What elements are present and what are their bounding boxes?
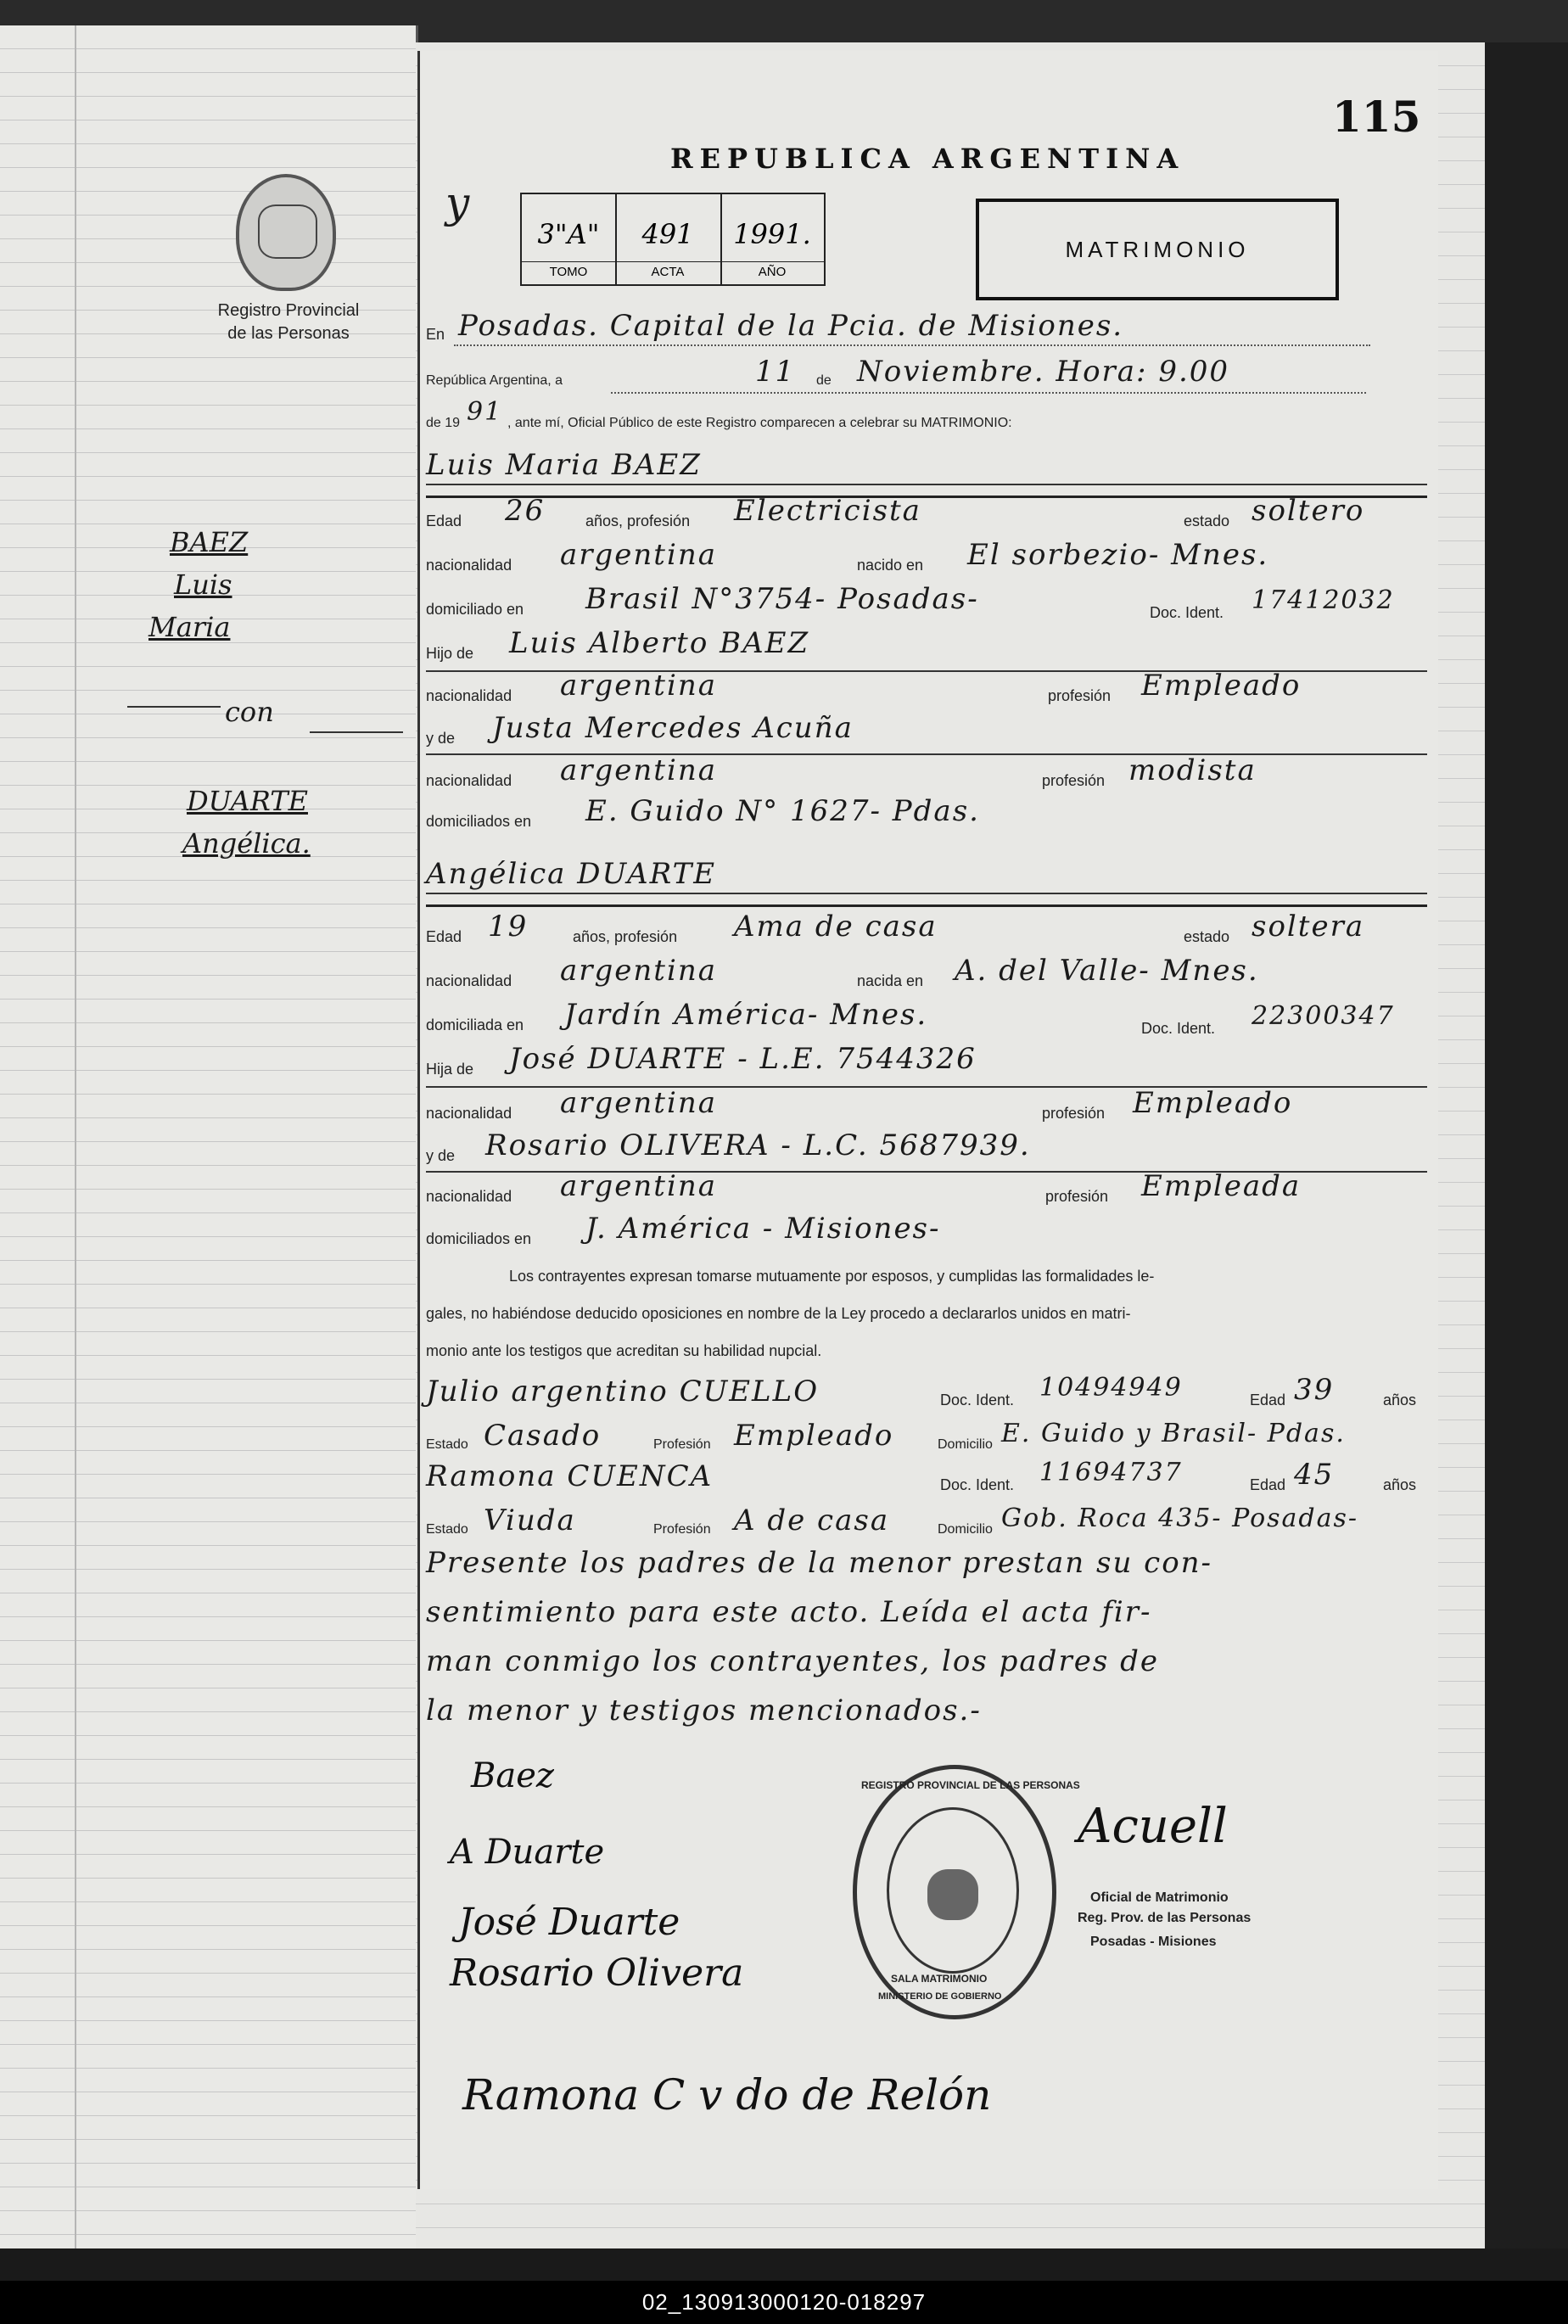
groom-nacido-label: nacido en: [857, 557, 924, 574]
month-time-value: Noviembre. Hora: 9.00: [857, 355, 1230, 389]
bride-nacida: A. del Valle- Mnes.: [955, 954, 1259, 988]
groom-edad: 26: [505, 494, 546, 528]
country-label: República Argentina, a: [426, 373, 563, 388]
bride-parents-dom: J. América - Misiones-: [585, 1212, 941, 1246]
margin-middle-groom: Maria: [148, 611, 231, 643]
registry-seal-icon: [236, 174, 336, 291]
groom-estado: soltero: [1252, 494, 1365, 528]
margin-rule-left: [127, 706, 221, 708]
groom-father-prof-label: profesión: [1048, 687, 1112, 704]
declaration-line1: Los contrayentes expresan tomarse mutuamente por esposos, y cumplidas las formalidades le-: [509, 1268, 1155, 1285]
acta-label: ACTA: [615, 261, 720, 279]
groom-y-de-label: y de: [426, 730, 456, 747]
place-rule: [454, 344, 1370, 346]
bride-parents-dom-label: domiciliados en: [426, 1230, 532, 1247]
groom-mother-prof: modista: [1128, 753, 1257, 787]
witness2-edad: 45: [1294, 1458, 1335, 1492]
ano-cell: [720, 194, 824, 284]
bride-name: Angélica DUARTE: [426, 857, 717, 891]
official-stamp-icon: [853, 1765, 1080, 2019]
tomo-value: 3"A": [537, 218, 600, 250]
bride-father: José DUARTE - L.E. 7544326: [509, 1042, 977, 1076]
bride-profesion: Ama de casa: [734, 910, 938, 944]
de-label: de: [816, 373, 832, 388]
officer-title1: Oficial de Matrimonio: [1090, 1890, 1229, 1905]
notes-line1: Presente los padres de la menor prestan su con-: [426, 1546, 1213, 1580]
bride-edad-label: Edad: [426, 928, 462, 945]
bride-name-rule: [426, 893, 1427, 894]
groom-nacionalidad: argentina: [560, 538, 718, 572]
footer-bar: [0, 2281, 1568, 2324]
witness2-estado-label: Estado: [426, 1522, 468, 1537]
groom-doc: 17412032: [1252, 585, 1395, 615]
witness2-domicilio-label: Domicilio: [938, 1522, 993, 1537]
witness1-domicilio-label: Domicilio: [938, 1437, 993, 1452]
officer-signature: Acuell: [1078, 1799, 1228, 1854]
year-prefix-label: de 19: [426, 416, 461, 430]
groom-signature: Baez: [471, 1756, 554, 1795]
witness2-doc-label: Doc. Ident.: [940, 1476, 1015, 1493]
acta-cell: [615, 194, 722, 284]
bride-edad: 19: [488, 910, 529, 944]
officer-title2: Reg. Prov. de las Personas: [1078, 1911, 1252, 1925]
groom-name: Luis Maria BAEZ: [426, 448, 702, 482]
page-fold: [75, 25, 76, 2248]
record-box: [520, 193, 826, 286]
date-rule: [611, 392, 1366, 394]
bride-father-nac: argentina: [560, 1086, 718, 1120]
groom-mother-nac-label: nacionalidad: [426, 772, 512, 789]
image-id-label: 02_130913000120-018297: [641, 2289, 927, 2315]
declaration-line2: gales, no habiéndose deducido oposiciones en nombre de la Ley procedo a declararlos unidos en matri-: [426, 1305, 1131, 1322]
witness2-anos-label: años: [1383, 1476, 1417, 1493]
groom-nacido: El sorbezio- Mnes.: [967, 538, 1269, 572]
witness1-doc: 10494949: [1039, 1373, 1183, 1403]
groom-anos-profesion-label: años, profesión: [585, 512, 691, 529]
groom-doc-label: Doc. Ident.: [1150, 604, 1224, 621]
bride-nacida-label: nacida en: [857, 972, 924, 989]
left-page: [0, 25, 418, 2248]
bride-domicilio: Jardín América- Mnes.: [564, 998, 928, 1032]
groom-mother-nac: argentina: [560, 753, 718, 787]
margin-name-groom: Luis: [174, 568, 232, 601]
bride-estado: soltera: [1252, 910, 1365, 944]
groom-mother: Justa Mercedes Acuña: [492, 711, 854, 745]
witness1-estado-label: Estado: [426, 1437, 468, 1452]
mother-signature: Rosario Olivera: [450, 1952, 744, 1995]
bride-section-rule: [426, 904, 1427, 907]
ano-value: 1991.: [733, 218, 811, 250]
bride-nacionalidad: argentina: [560, 954, 718, 988]
witness1-anos-label: años: [1383, 1392, 1417, 1408]
margin-surname-bride: DUARTE: [187, 785, 308, 817]
notes-line2: sentimiento para este acto. Leída el acta fir-: [426, 1595, 1152, 1629]
witnesses-signature: Ramona C v do de Relón: [462, 2070, 992, 2120]
bride-father-prof: Empleado: [1133, 1086, 1293, 1120]
tomo-cell: [522, 194, 617, 284]
acta-value: 491: [641, 218, 694, 250]
witness2-doc: 11694737: [1039, 1458, 1183, 1487]
witness2-profesion-label: Profesión: [653, 1522, 711, 1537]
groom-domicilio: Brasil N°3754- Posadas-: [585, 582, 979, 616]
bride-hija-label: Hija de: [426, 1061, 474, 1078]
groom-profesion: Electricista: [734, 494, 921, 528]
book-dark-edge: [1485, 42, 1568, 2248]
witness1-name: Julio argentino CUELLO: [426, 1375, 820, 1408]
groom-father: Luis Alberto BAEZ: [509, 626, 810, 660]
corner-mark: y: [445, 178, 472, 227]
witness2-domicilio: Gob. Roca 435- Posadas-: [1001, 1504, 1359, 1533]
bride-doc: 22300347: [1252, 1001, 1395, 1031]
margin-rule-right: [310, 731, 403, 733]
witness2-estado: Viuda: [484, 1504, 576, 1537]
witness1-domicilio: E. Guido y Brasil- Pdas.: [1001, 1419, 1346, 1448]
seal-inner: [258, 204, 317, 259]
registry-name-line1: Registro Provincial: [217, 301, 360, 320]
ano-label: AÑO: [720, 261, 824, 279]
groom-mother-prof-label: profesión: [1042, 772, 1106, 789]
bride-dom-label: domiciliada en: [426, 1016, 524, 1033]
witness2-edad-label: Edad: [1250, 1476, 1286, 1493]
act-type-box: [976, 199, 1339, 300]
bride-estado-label: estado: [1184, 928, 1230, 945]
witness1-estado: Casado: [484, 1419, 602, 1453]
witness1-doc-label: Doc. Ident.: [940, 1392, 1015, 1408]
margin-surname-groom: BAEZ: [170, 526, 249, 558]
stamp-ministry-text: MINISTERIO DE GOBIERNO: [878, 1991, 1002, 2002]
witness1-edad-label: Edad: [1250, 1392, 1286, 1408]
margin-connector: con: [225, 696, 274, 728]
stamp-inner-ring: [887, 1807, 1019, 1974]
bride-signature: A Duarte: [450, 1833, 605, 1872]
officer-city: Posadas - Misiones: [1090, 1935, 1217, 1949]
bride-mother-prof-label: profesión: [1045, 1188, 1109, 1205]
groom-parents-dom: E. Guido N° 1627- Pdas.: [585, 794, 980, 828]
stamp-outer-text: REGISTRO PROVINCIAL DE LAS PERSONAS: [861, 1779, 1080, 1791]
groom-dom-label: domiciliado en: [426, 601, 524, 618]
page-number: 115: [1332, 92, 1421, 142]
margin-name-bride: Angélica.: [182, 827, 311, 860]
groom-parents-dom-label: domiciliados en: [426, 813, 532, 830]
act-type-label: MATRIMONIO: [1065, 236, 1250, 262]
groom-estado-label: estado: [1184, 512, 1230, 529]
ante-text: , ante mí, Oficial Público de este Registro comparecen a celebrar su MATRIMONIO:: [507, 416, 1012, 430]
groom-father-prof: Empleado: [1141, 669, 1302, 703]
bride-mother: Rosario OLIVERA - L.C. 5687939.: [485, 1128, 1031, 1162]
groom-nac-label: nacionalidad: [426, 557, 512, 574]
bride-nac-label: nacionalidad: [426, 972, 512, 989]
witness1-edad: 39: [1294, 1373, 1335, 1407]
country-title: REPUBLICA ARGENTINA: [670, 143, 1185, 175]
stamp-emblem: [927, 1869, 978, 1920]
witness2-profesion: A de casa: [734, 1504, 890, 1537]
declaration-line3: monio ante los testigos que acreditan su habilidad nupcial.: [426, 1342, 822, 1359]
registry-name-line2: de las Personas: [227, 324, 350, 343]
tomo-label: TOMO: [522, 261, 615, 279]
groom-father-nac-label: nacionalidad: [426, 687, 512, 704]
groom-father-nac: argentina: [560, 669, 718, 703]
groom-name-rule: [426, 484, 1427, 485]
bride-mother-prof: Empleada: [1141, 1169, 1302, 1203]
bride-father-prof-label: profesión: [1042, 1105, 1106, 1122]
notes-line3: man conmigo los contrayentes, los padres de: [426, 1644, 1159, 1678]
witness1-profesion-label: Profesión: [653, 1437, 711, 1452]
bride-mother-nac-label: nacionalidad: [426, 1188, 512, 1205]
en-label: En: [426, 326, 445, 343]
bride-y-de-label: y de: [426, 1147, 456, 1164]
bride-anos-profesion-label: años, profesión: [573, 928, 678, 945]
day-value: 11: [755, 355, 796, 389]
place-value: Posadas. Capital de la Pcia. de Misiones.: [458, 309, 1124, 343]
year-suffix-value: 91: [467, 397, 503, 427]
bride-doc-label: Doc. Ident.: [1141, 1020, 1216, 1037]
stamp-inner-text: SALA MATRIMONIO: [891, 1973, 988, 1985]
notes-line4: la menor y testigos mencionados.-: [426, 1694, 982, 1728]
groom-hijo-label: Hijo de: [426, 645, 474, 662]
groom-edad-label: Edad: [426, 512, 462, 529]
witness1-profesion: Empleado: [734, 1419, 894, 1453]
bride-mother-nac: argentina: [560, 1169, 718, 1203]
father-signature: José Duarte: [458, 1901, 680, 1944]
bride-father-nac-label: nacionalidad: [426, 1105, 512, 1122]
witness2-name: Ramona CUENCA: [426, 1459, 714, 1493]
